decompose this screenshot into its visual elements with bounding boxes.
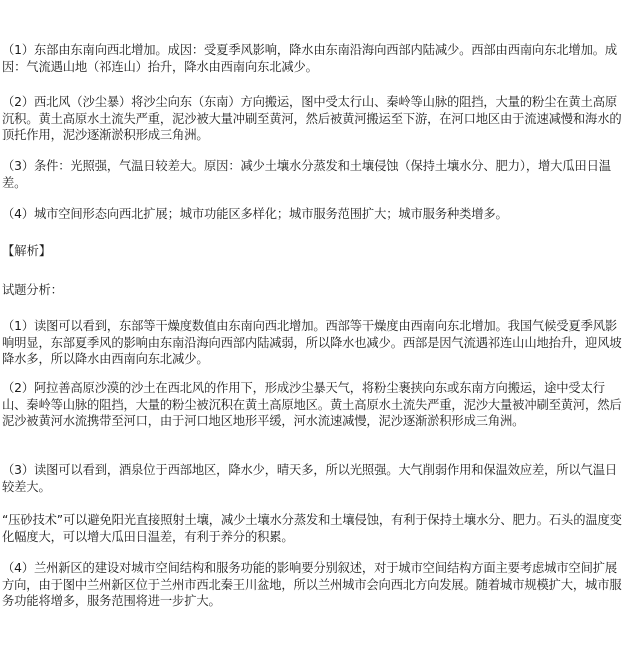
answer-paragraph-1: （1）东部由东南向西北增加。成因：受夏季风影响，降水由东南沿海向西部内陆减少。西部由西南向东北增加。成因：气流遇山地（祁连山）抬升，降水由西南向东北减少。 — [2, 43, 618, 74]
answer-paragraph-4: （4）城市空间形态向西北扩展；城市功能区多样化；城市服务范围扩大；城市服务种类增多。 — [2, 207, 508, 221]
analysis-paragraph-3: （3）读图可以看到，酒泉位于西部地区，降水少，晴天多，所以光照强。大气削弱作用和保温效应差，所以气温日较差大。 — [2, 463, 618, 494]
analysis-paragraph-2: （2）阿拉善高原沙漠的沙土在西北风的作用下，形成沙尘暴天气，将粉尘裹挟向东或东南方向搬运，途中受太行山、秦岭等山脉的阻挡，大量的粉尘被沉积在黄土高原地区。黄土高原水土流失严重，泥沙大量被冲刷至黄河，然后泥沙被黄河水流携带至河口，由于河口地区地形平缓，河水流速减慢，泥沙逐渐淤积形成三角洲。 — [2, 381, 622, 428]
analysis-intro: 试题分析： — [2, 283, 63, 297]
analysis-label: 【解析】 — [2, 244, 52, 258]
answer-paragraph-2: （2）西北风（沙尘暴）将沙尘向东（东南）方向搬运，图中受太行山、秦岭等山脉的阻挡，大量的粉尘在黄土高原沉积。黄土高原水土流失严重，泥沙被大量冲刷至黄河，然后被黄河搬运至下游，在河口地区由于流速减慢和海水的顶托作用，泥沙逐渐淤积形成三角洲。 — [2, 95, 622, 142]
analysis-paragraph-3b: “压砂技术”可以避免阳光直接照射土壤，减少土壤水分蒸发和土壤侵蚀，有利于保持土壤水分、肥力。石头的温度变化幅度大，可以增大瓜田日温差，有利于养分的积累。 — [2, 513, 622, 544]
answer-paragraph-3: （3）条件：光照强，气温日较差大。原因：减少土壤水分蒸发和土壤侵蚀（保持土壤水分、肥力），增大瓜田日温差。 — [2, 159, 611, 190]
analysis-paragraph-4: （4）兰州新区的建设对城市空间结构和服务功能的影响要分别叙述，对于城市空间结构方面主要考虑城市空间扩展方向，由于图中兰州新区位于兰州市西北秦王川盆地，所以兰州城市会向西北方向发展。随着城市规模扩大，城市服务功能将增多，服务范围将进一步扩大。 — [2, 561, 622, 608]
analysis-paragraph-1: （1）读图可以看到，东部等干燥度数值由东南向西北增加。西部等干燥度由西南向东北增加。我国气候受夏季风影响明显，东部夏季风的影响由东南沿海向西部内陆减弱，所以降水也减少。西部是因气流遇祁连山山地抬升，迎风坡降水多，所以降水由西南向东北减少。 — [2, 319, 622, 366]
